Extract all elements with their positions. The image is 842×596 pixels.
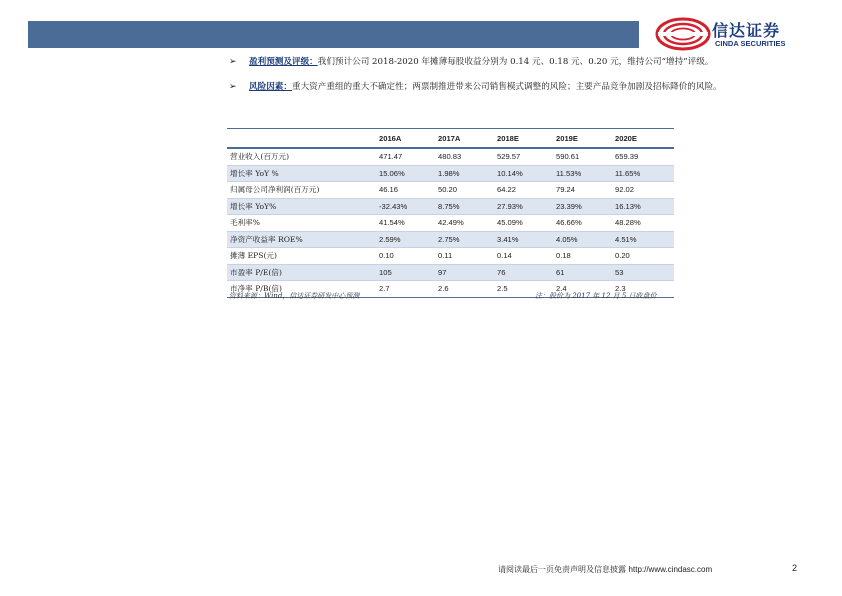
table-value-cell: 480.83 [438, 148, 497, 165]
bullet-label: 风险因素： [249, 82, 292, 92]
table-value-cell: 79.24 [556, 182, 615, 199]
table-metric-cell: 市盈率 P/E(倍) [227, 264, 379, 281]
source-note: 资料来源：Wind，信达证券研发中心预测 [229, 292, 360, 300]
table-metric-cell: 毛利率% [227, 215, 379, 232]
bullet-earnings-forecast [229, 54, 804, 72]
logo-english-name: CINDA SECURITIES [715, 39, 786, 48]
table-value-cell: 76 [497, 264, 556, 281]
table-metric-cell: 营业收入(百万元) [227, 148, 379, 165]
table-value-cell: 2.4 [556, 281, 615, 298]
table-metric-cell: 净资产收益率 ROE% [227, 231, 379, 248]
logo-chinese-name: 信达证券 [712, 21, 781, 40]
bullet-text: 重大资产重组的重大不确定性；两票制推进带来公司销售模式调整的风险；主要产品竞争加剧及招标降价的风险。 [291, 82, 722, 92]
table-row [227, 248, 674, 265]
table-body [227, 148, 674, 297]
bullet-label: 盈利预测及评级： [249, 57, 318, 67]
table-value-cell: 2.7 [379, 281, 438, 298]
table-value-cell: 0.11 [438, 248, 497, 265]
table-value-cell: 2.75% [438, 231, 497, 248]
table-row [227, 182, 674, 199]
page-footer [498, 564, 712, 575]
table-row [227, 231, 674, 248]
table-header-cell: 2017A [438, 129, 497, 149]
bullet-text: 我们预计公司 2018-2020 年摊薄每股收益分别为 0.14 元、0.18 元、0.20 元，维持公司“增持”评级。 [317, 57, 714, 67]
table-row [227, 165, 674, 182]
financial-forecast-table [227, 128, 674, 298]
table-value-cell: 8.75% [438, 198, 497, 215]
table-value-cell: 41.54% [379, 215, 438, 232]
table-value-cell: 27.93% [497, 198, 556, 215]
footer-url-link[interactable]: http://www.cindasc.com [628, 565, 713, 574]
table-value-cell: 4.05% [556, 231, 615, 248]
table-value-cell: 0.20 [615, 248, 674, 265]
table-value-cell: 42.49% [438, 215, 497, 232]
table-header-row [227, 129, 674, 149]
bullet-risk-factors [229, 79, 804, 113]
bullet-arrow-icon: ➢ [229, 57, 237, 67]
cinda-logo [654, 17, 804, 51]
table-value-cell: 2.59% [379, 231, 438, 248]
table-value-cell: 471.47 [379, 148, 438, 165]
header-band [28, 21, 639, 48]
table-row [227, 264, 674, 281]
table-metric-cell: 增长率 YoY % [227, 165, 379, 182]
table-value-cell: -32.43% [379, 198, 438, 215]
table-value-cell: 92.02 [615, 182, 674, 199]
table-value-cell: 46.16 [379, 182, 438, 199]
table-value-cell: 2.3 [615, 281, 674, 298]
table-row [227, 148, 674, 165]
footer-disclaimer: 请阅读最后一页免责声明及信息披露 [498, 565, 626, 574]
table-value-cell: 105 [379, 264, 438, 281]
table-header-cell: 2020E [615, 129, 674, 149]
table-header-cell: 2018E [497, 129, 556, 149]
table-row [227, 215, 674, 232]
table-header-cell: 2016A [379, 129, 438, 149]
table-metric-cell: 增长率 YoY% [227, 198, 379, 215]
table-value-cell: 1.98% [438, 165, 497, 182]
table-value-cell: 3.41% [497, 231, 556, 248]
bullet-arrow-icon: ➢ [229, 82, 237, 92]
table-value-cell: 48.28% [615, 215, 674, 232]
table-value-cell: 10.14% [497, 165, 556, 182]
table-value-cell: 0.14 [497, 248, 556, 265]
table-value-cell: 50.20 [438, 182, 497, 199]
table-value-cell: 64.22 [497, 182, 556, 199]
table-value-cell: 46.66% [556, 215, 615, 232]
table-value-cell: 61 [556, 264, 615, 281]
table-value-cell: 97 [438, 264, 497, 281]
price-note: 注：股价为 2017 年 12 月 5 日收盘价 [535, 292, 657, 300]
table-value-cell: 15.06% [379, 165, 438, 182]
table-value-cell: 16.13% [615, 198, 674, 215]
table-value-cell: 11.53% [556, 165, 615, 182]
page-number: 2 [792, 563, 798, 573]
table-value-cell: 529.57 [497, 148, 556, 165]
table-header-cell: 2019E [556, 129, 615, 149]
table-header-cell [227, 129, 379, 149]
table-row [227, 198, 674, 215]
table-value-cell: 0.18 [556, 248, 615, 265]
table-metric-cell: 摊薄 EPS(元) [227, 248, 379, 265]
table-value-cell: 4.51% [615, 231, 674, 248]
table-value-cell: 590.61 [556, 148, 615, 165]
table-metric-cell: 市净率 P/B(倍) [227, 281, 379, 298]
table-value-cell: 2.6 [438, 281, 497, 298]
table-value-cell: 2.5 [497, 281, 556, 298]
cinda-logo-mark-icon [654, 17, 712, 51]
table-value-cell: 23.39% [556, 198, 615, 215]
table-value-cell: 53 [615, 264, 674, 281]
table-value-cell: 0.10 [379, 248, 438, 265]
table-value-cell: 659.39 [615, 148, 674, 165]
table-value-cell: 45.09% [497, 215, 556, 232]
table-value-cell: 11.65% [615, 165, 674, 182]
table-metric-cell: 归属母公司净利润(百万元) [227, 182, 379, 199]
